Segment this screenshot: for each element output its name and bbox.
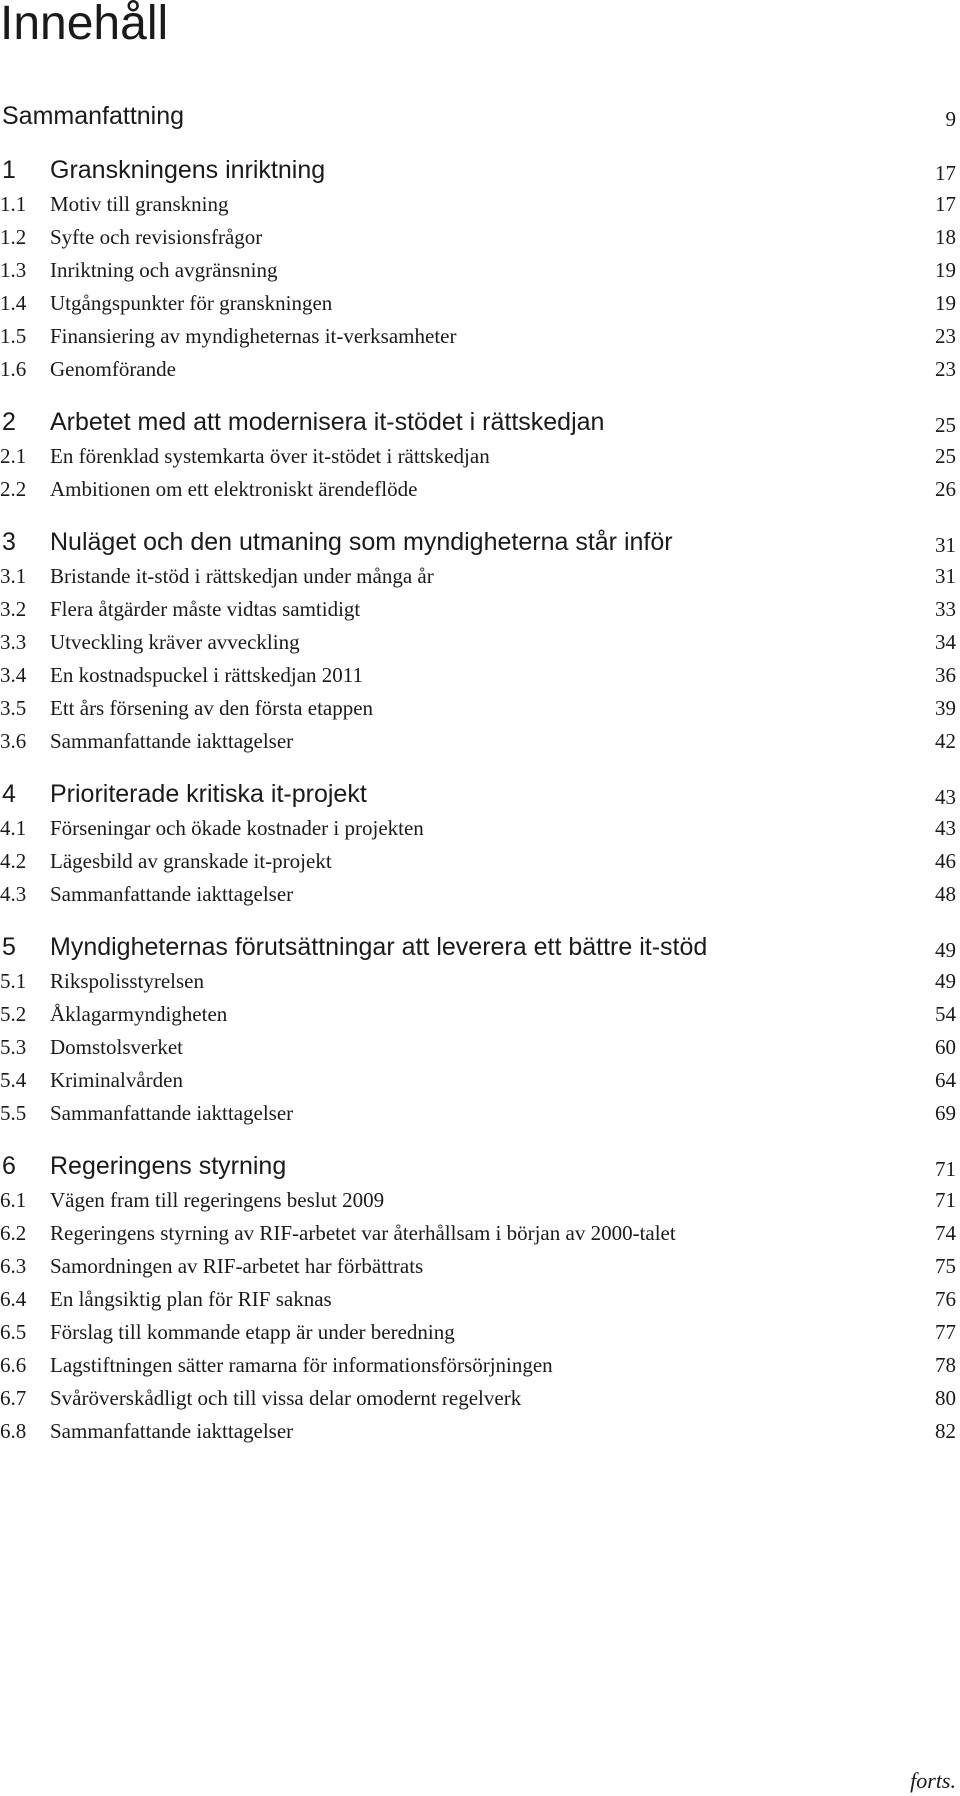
toc-section-number: 3.1 — [0, 564, 27, 588]
toc-section-number: 1.6 — [0, 357, 27, 381]
toc-chapter-group — [0, 404, 960, 506]
toc-section-entry[interactable] — [0, 440, 960, 473]
toc-section-title: Sammanfattande iakttagelser — [50, 1419, 294, 1443]
toc-section-page: 49 — [935, 969, 956, 993]
toc-section-number: 5.1 — [0, 969, 27, 993]
toc-section-title: Vägen fram till regeringens beslut 2009 — [50, 1188, 385, 1212]
toc-section-page: 23 — [935, 324, 956, 348]
toc-section-title: Sammanfattande iakttagelser — [50, 882, 294, 906]
toc-section-number: 4.3 — [0, 882, 27, 906]
toc-section-entry[interactable] — [0, 1064, 960, 1097]
toc-section-page: 18 — [935, 225, 956, 249]
toc-section-number: 1.4 — [0, 291, 27, 315]
toc-section-page: 33 — [935, 597, 956, 621]
toc-section-number: 1.5 — [0, 324, 27, 348]
toc-section-entry[interactable] — [0, 320, 960, 353]
toc-section-title: Utgångspunkter för granskningen — [50, 291, 333, 315]
toc-section-title: Genomförande — [50, 357, 176, 381]
toc-section-title: Svåröverskådligt och till vissa delar omodernt regelverk — [50, 1386, 522, 1410]
toc-section-title: Kriminalvården — [50, 1068, 183, 1092]
toc-section-title: Förslag till kommande etapp är under beredning — [50, 1320, 455, 1344]
toc-section-entry[interactable] — [0, 1283, 960, 1316]
toc-section-title: En långsiktig plan för RIF saknas — [50, 1287, 332, 1311]
toc-section-entry[interactable] — [0, 812, 960, 845]
toc-section-number: 6.5 — [0, 1320, 27, 1344]
toc-chapter-title: Nuläget och den utmaning som myndigheterna står inför — [50, 528, 673, 556]
toc-section-title: Motiv till granskning — [50, 192, 229, 216]
toc-section-title: Syfte och revisionsfrågor — [50, 225, 263, 249]
toc-section-page: 34 — [935, 630, 956, 654]
toc-section-page: 54 — [935, 1002, 956, 1026]
toc-chapter-group — [0, 152, 960, 386]
toc-section-entry[interactable] — [0, 1382, 960, 1415]
toc-section-number: 3.3 — [0, 630, 27, 654]
toc-section-title: Regeringens styrning av RIF-arbetet var återhållsam i början av 2000-talet — [50, 1221, 676, 1245]
toc-section-entry[interactable] — [0, 353, 960, 386]
toc-section-page: 19 — [935, 258, 956, 282]
toc-chapter-entry[interactable] — [0, 1148, 960, 1184]
toc-section-page: 82 — [935, 1419, 956, 1443]
toc-section-entry[interactable] — [0, 473, 960, 506]
toc-section-entry[interactable] — [0, 1184, 960, 1217]
toc-chapter-title: Myndigheternas förutsättningar att leverera ett bättre it-stöd — [50, 933, 708, 961]
toc-section-title: Finansiering av myndigheternas it-verksamheter — [50, 324, 457, 348]
toc-section-page: 31 — [935, 564, 956, 588]
toc-chapter-page: 31 — [935, 533, 956, 557]
toc-section-page: 78 — [935, 1353, 956, 1377]
toc-section-page: 26 — [935, 477, 956, 501]
toc-section-number: 6.6 — [0, 1353, 27, 1377]
toc-chapter-number: 1 — [2, 156, 16, 184]
toc-section-page: 69 — [935, 1101, 956, 1125]
toc-chapter-title: Arbetet med att modernisera it-stödet i rättskedjan — [50, 408, 605, 436]
toc-section-entry[interactable] — [0, 593, 960, 626]
toc-section-entry[interactable] — [0, 965, 960, 998]
toc-section-page: 42 — [935, 729, 956, 753]
toc-chapter-page: 17 — [935, 161, 956, 185]
toc-section-page: 43 — [935, 816, 956, 840]
toc-section-page: 60 — [935, 1035, 956, 1059]
toc-section-page: 75 — [935, 1254, 956, 1278]
toc-summary-page: 9 — [945, 107, 956, 131]
toc-section-number: 5.4 — [0, 1068, 27, 1092]
toc-section-page: 23 — [935, 357, 956, 381]
toc-section-page: 25 — [935, 444, 956, 468]
toc-section-entry[interactable] — [0, 692, 960, 725]
toc-section-entry[interactable] — [0, 1031, 960, 1064]
toc-chapter-group — [0, 524, 960, 758]
toc-section-entry[interactable] — [0, 878, 960, 911]
toc-section-page: 80 — [935, 1386, 956, 1410]
toc-chapter-number: 6 — [2, 1152, 16, 1180]
toc-section-entry[interactable] — [0, 1097, 960, 1130]
toc-section-entry[interactable] — [0, 845, 960, 878]
toc-section-page: 71 — [935, 1188, 956, 1212]
toc-section-number: 5.5 — [0, 1101, 27, 1125]
toc-section-number: 2.1 — [0, 444, 27, 468]
toc-section-number: 6.4 — [0, 1287, 27, 1311]
toc-chapter-group — [0, 776, 960, 911]
toc-section-title: Ett års försening av den första etappen — [50, 696, 374, 720]
toc-section-page: 76 — [935, 1287, 956, 1311]
toc-chapter-page: 71 — [935, 1157, 956, 1181]
toc-chapter-page: 25 — [935, 413, 956, 437]
toc-section-number: 6.2 — [0, 1221, 27, 1245]
toc-section-page: 46 — [935, 849, 956, 873]
toc-section-entry[interactable] — [0, 1415, 960, 1448]
toc-section-entry[interactable] — [0, 998, 960, 1031]
toc-section-title: Inriktning och avgränsning — [50, 258, 278, 282]
toc-chapter-page: 49 — [935, 938, 956, 962]
toc-section-number: 1.2 — [0, 225, 27, 249]
toc-section-title: En förenklad systemkarta över it-stödet i rättskedjan — [50, 444, 490, 468]
toc-section-entry[interactable] — [0, 659, 960, 692]
toc-section-number: 3.6 — [0, 729, 27, 753]
toc-section-title: Lägesbild av granskade it-projekt — [50, 849, 332, 873]
toc-section-number: 6.3 — [0, 1254, 27, 1278]
toc-chapter-title: Regeringens styrning — [50, 1152, 287, 1180]
toc-section-number: 4.2 — [0, 849, 27, 873]
toc-section-number: 5.2 — [0, 1002, 27, 1026]
toc-section-title: Samordningen av RIF-arbetet har förbättrats — [50, 1254, 424, 1278]
toc-section-title: En kostnadspuckel i rättskedjan 2011 — [50, 663, 363, 687]
toc-chapter-page: 43 — [935, 785, 956, 809]
continued-note: forts. — [910, 1768, 956, 1793]
toc-section-entry[interactable] — [0, 560, 960, 593]
table-of-contents — [0, 98, 960, 1466]
toc-section-title: Flera åtgärder måste vidtas samtidigt — [50, 597, 361, 621]
toc-section-page: 39 — [935, 696, 956, 720]
toc-section-number: 1.1 — [0, 192, 27, 216]
toc-chapter-entry[interactable] — [0, 929, 960, 965]
toc-chapter-title: Granskningens inriktning — [50, 156, 326, 184]
toc-chapter-group — [0, 1148, 960, 1448]
toc-section-entry[interactable] — [0, 1250, 960, 1283]
toc-section-entry[interactable] — [0, 1316, 960, 1349]
toc-chapter-entry[interactable] — [0, 524, 960, 560]
toc-section-entry[interactable] — [0, 1217, 960, 1250]
toc-section-title: Bristande it-stöd i rättskedjan under många år — [50, 564, 434, 588]
toc-chapter-entry[interactable] — [0, 404, 960, 440]
toc-section-number: 3.5 — [0, 696, 27, 720]
toc-section-number: 6.7 — [0, 1386, 27, 1410]
toc-chapter-number: 5 — [2, 933, 16, 961]
toc-chapter-title: Prioriterade kritiska it-projekt — [50, 780, 367, 808]
toc-section-entry[interactable] — [0, 221, 960, 254]
toc-section-page: 77 — [935, 1320, 956, 1344]
toc-section-number: 6.1 — [0, 1188, 27, 1212]
toc-section-number: 6.8 — [0, 1419, 27, 1443]
toc-summary-entry[interactable] — [0, 98, 960, 134]
toc-section-title: Förseningar och ökade kostnader i projekten — [50, 816, 424, 840]
toc-section-number: 4.1 — [0, 816, 27, 840]
toc-chapter-entry[interactable] — [0, 152, 960, 188]
toc-section-number: 1.3 — [0, 258, 27, 282]
toc-section-entry[interactable] — [0, 188, 960, 221]
toc-chapter-number: 4 — [2, 780, 16, 808]
toc-section-number: 2.2 — [0, 477, 27, 501]
toc-section-title: Utveckling kräver avveckling — [50, 630, 300, 654]
toc-section-page: 48 — [935, 882, 956, 906]
toc-section-entry[interactable] — [0, 254, 960, 287]
toc-section-entry[interactable] — [0, 1349, 960, 1382]
toc-section-page: 19 — [935, 291, 956, 315]
toc-section-entry[interactable] — [0, 626, 960, 659]
toc-chapter-number: 2 — [2, 408, 16, 436]
toc-section-number: 3.2 — [0, 597, 27, 621]
toc-summary-title: Sammanfattning — [2, 102, 185, 130]
page-title: Innehåll — [0, 0, 169, 50]
toc-section-title: Ambitionen om ett elektroniskt ärendeflöde — [50, 477, 418, 501]
toc-section-title: Lagstiftningen sätter ramarna för informationsförsörjningen — [50, 1353, 553, 1377]
toc-section-title: Sammanfattande iakttagelser — [50, 729, 294, 753]
toc-chapter-entry[interactable] — [0, 776, 960, 812]
toc-section-title: Rikspolisstyrelsen — [50, 969, 205, 993]
toc-section-page: 74 — [935, 1221, 956, 1245]
toc-section-number: 3.4 — [0, 663, 27, 687]
toc-chapter-number: 3 — [2, 528, 16, 556]
toc-section-page: 17 — [935, 192, 956, 216]
toc-section-title: Domstolsverket — [50, 1035, 183, 1059]
toc-section-number: 5.3 — [0, 1035, 27, 1059]
toc-section-entry[interactable] — [0, 725, 960, 758]
toc-section-page: 36 — [935, 663, 956, 687]
toc-section-title: Sammanfattande iakttagelser — [50, 1101, 294, 1125]
toc-section-entry[interactable] — [0, 287, 960, 320]
toc-chapter-group — [0, 929, 960, 1130]
toc-section-title: Åklagarmyndigheten — [50, 1002, 228, 1026]
toc-section-page: 64 — [935, 1068, 956, 1092]
